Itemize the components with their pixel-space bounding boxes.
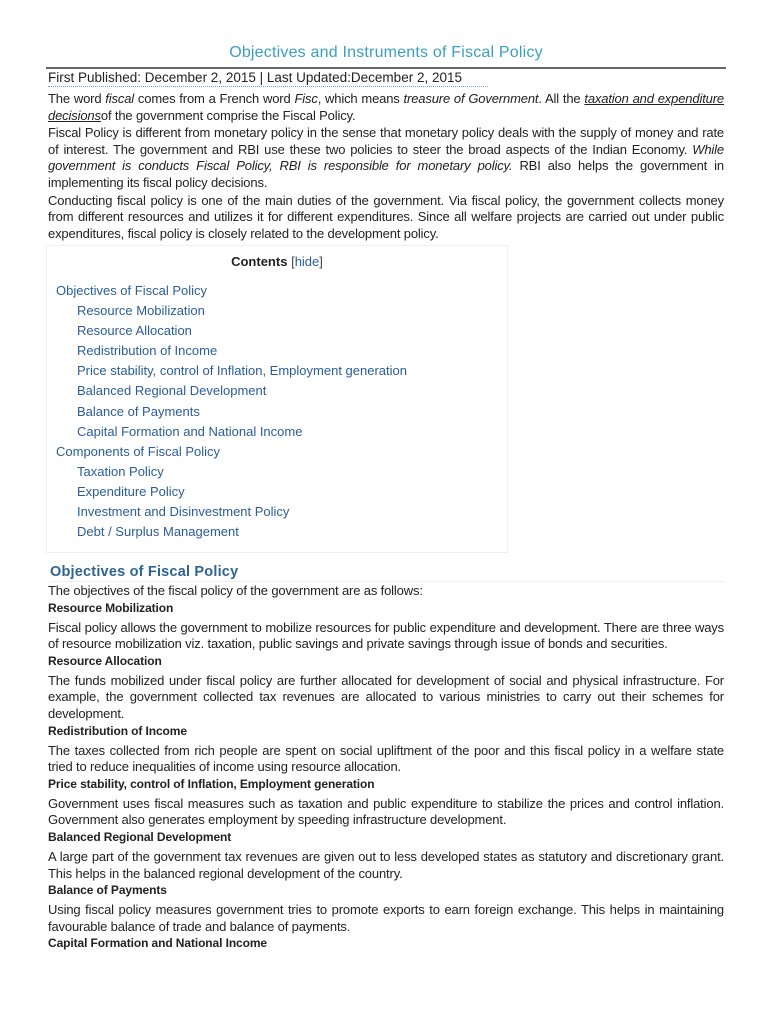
subsection-heading: Price stability, control of Inflation, Employment generation	[48, 776, 375, 791]
bracket: [	[291, 254, 295, 269]
subsection-heading: Resource Allocation	[48, 653, 162, 668]
term-taxation-link[interactable]: taxation and expenditure decisions	[48, 91, 724, 123]
toc-link[interactable]: Resource Mobilization	[77, 303, 205, 319]
subsection-heading: Redistribution of Income	[48, 723, 187, 738]
intro-paragraph-3: Conducting fiscal policy is one of the main duties of the government. Via fiscal policy, the government collects money from different resources and utilizes it for different expenditures. Since all welfare projects are carried out under public expenditures, fiscal policy is closely related to the development policy.	[48, 192, 724, 241]
publish-dates: First Published: December 2, 2015 | Last Updated:December 2, 2015	[48, 70, 488, 87]
toc-title: Contents	[231, 254, 288, 269]
text: RBI also helps the government in implementing its fiscal policy decisions.	[48, 158, 724, 190]
table-of-contents	[46, 245, 508, 553]
toc-link[interactable]: Objectives of Fiscal Policy	[56, 283, 207, 298]
toc-link[interactable]: Redistribution of Income	[77, 343, 218, 359]
subsection-text: A large part of the government tax revenues are given out to less developed states as statutory and discretionary grant. This helps in the balanced regional development of the country.	[48, 848, 724, 881]
text: Fiscal Policy is different from monetary policy in the sense that monetary policy deals with the supply of money and rate of interest. The government and RBI use these two policies to steer the broad aspects of the Indian Economy.	[48, 125, 724, 157]
toc-link[interactable]: Price stability, control of Inflation, Employment generation	[77, 363, 407, 379]
title-divider	[46, 67, 726, 69]
subsection-heading: Balance of Payments	[48, 883, 167, 898]
section-body	[48, 583, 724, 952]
toc-link[interactable]: Resource Allocation	[77, 323, 192, 339]
section-lead: The objectives of the fiscal policy of the government are as follows:	[48, 583, 423, 598]
toc-hide-link[interactable]: hide	[294, 254, 320, 269]
subsection-text: The funds mobilized under fiscal policy are further allocated for development of social and physical infrastructure. For example, the government collected tax revenues are allocated to various ministries to carry out their schemes for development.	[48, 672, 724, 721]
text: comes from a French word	[134, 91, 295, 106]
toc-list	[47, 281, 507, 542]
subsection-heading: Resource Mobilization	[48, 600, 174, 615]
term-treasure: treasure of Government	[403, 91, 539, 106]
intro-text	[48, 91, 724, 242]
toc-link[interactable]: Expenditure Policy	[77, 483, 185, 499]
emphasis: While government is conducts Fiscal Policy, RBI is responsible for monetary policy.	[48, 141, 724, 174]
subsection-text: Fiscal policy allows the government to mobilize resources for public expenditure and development. There are three ways of resource mobilization viz. taxation, public savings and private savings through issue of bonds and securities.	[48, 619, 724, 652]
toc-link[interactable]: Balance of Payments	[77, 403, 200, 419]
subsection-heading: Capital Formation and National Income	[48, 936, 267, 951]
subsection-text: Government uses fiscal measures such as taxation and public expenditure to stabilize the prices and control inflation. Government also generates employment by speeding infrastructure development.	[48, 795, 724, 828]
toc-link[interactable]: Debt / Surplus Management	[77, 524, 239, 540]
term-fiscal: fiscal	[105, 91, 135, 106]
toc-link[interactable]: Taxation Policy	[77, 463, 164, 479]
text: . All the	[538, 91, 585, 106]
toc-header	[47, 254, 507, 269]
intro-paragraph-2	[48, 125, 724, 191]
term-fisc: Fisc	[294, 91, 318, 106]
toc-link[interactable]: Components of Fiscal Policy	[56, 443, 221, 459]
toc-link[interactable]: Balanced Regional Development	[77, 383, 267, 399]
section-heading: Objectives of Fiscal Policy	[50, 564, 724, 582]
subsection-text: Using fiscal policy measures government tries to promote exports to earn foreign exchange. This helps in maintaining favourable balance of trade and balance of payments.	[48, 902, 724, 934]
text: of the government comprise the Fiscal Policy.	[100, 107, 356, 123]
text: , which means	[317, 91, 404, 106]
subsection-heading: Balanced Regional Development	[48, 829, 232, 844]
toc-link[interactable]: Capital Formation and National Income	[77, 423, 303, 439]
page-title: Objectives and Instruments of Fiscal Policy	[229, 44, 543, 61]
toc-link[interactable]: Investment and Disinvestment Policy	[77, 504, 290, 520]
bracket: ]	[319, 254, 323, 269]
intro-paragraph-1	[48, 91, 724, 124]
text: The word	[48, 91, 106, 106]
subsection-text: The taxes collected from rich people are spent on social upliftment of the poor and this fiscal policy in a welfare state tried to reduce inequalities of income using resource allocation.	[48, 742, 724, 775]
